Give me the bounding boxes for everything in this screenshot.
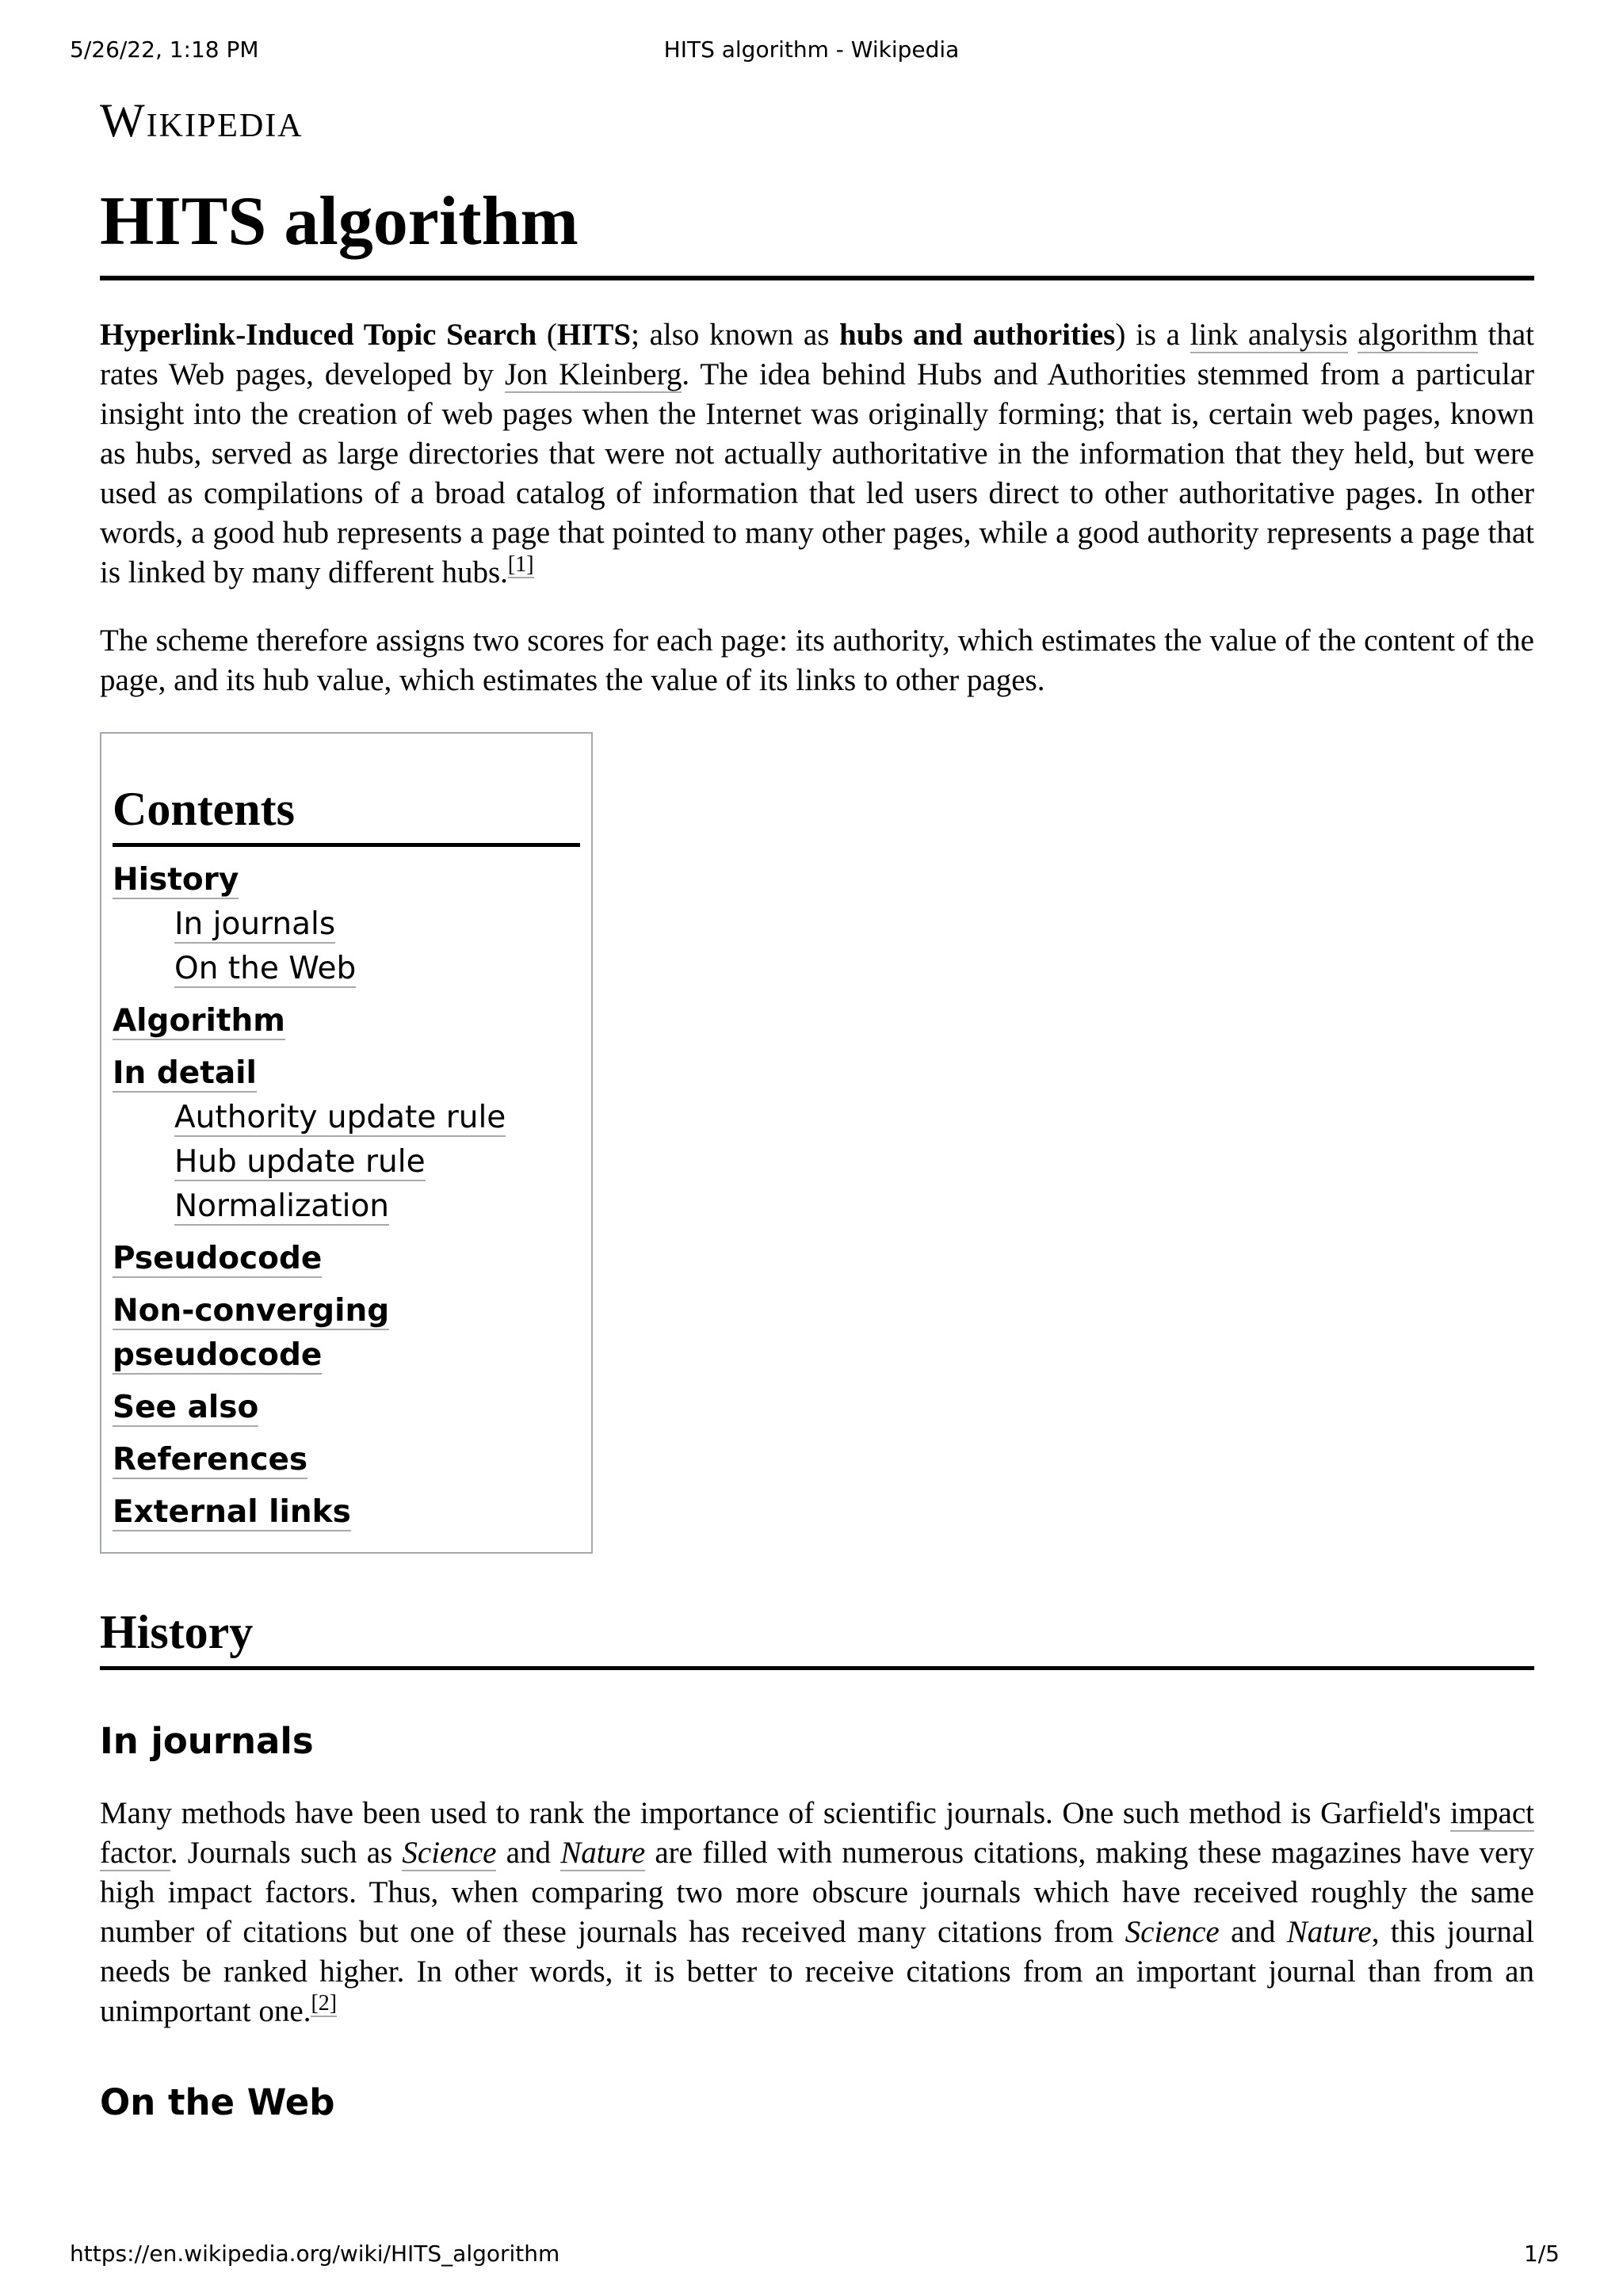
citation-1[interactable] bbox=[508, 552, 534, 578]
print-title: HITS algorithm - Wikipedia bbox=[663, 36, 960, 63]
intro-text: ( bbox=[537, 318, 557, 352]
toc-item-authority-update-rule[interactable]: Authority update rule bbox=[174, 1100, 506, 1135]
intro-paragraph bbox=[100, 315, 1534, 593]
journals-text: are filled with numerous citations, making these magazines have very high impact factors. Thus, when comparing two more obscure journals which have received roughly the same number of citations but one of these journals has received many citations from bbox=[100, 1836, 1534, 1949]
toc-heading: Contents bbox=[113, 781, 580, 847]
journals-text: and bbox=[1219, 1915, 1287, 1949]
toc-item-algorithm[interactable]: Algorithm bbox=[113, 1003, 285, 1039]
article-content bbox=[100, 174, 1534, 2126]
journals-text: , this journal needs be ranked higher. In other words, it is better to receive citations from an important journal than from an unimportant one. bbox=[100, 1915, 1534, 2028]
toc-item-external-links[interactable]: External links bbox=[113, 1494, 351, 1530]
journal-nature: Nature bbox=[1286, 1915, 1372, 1949]
link-jon-kleinberg[interactable]: Jon Kleinberg bbox=[505, 357, 682, 391]
print-header bbox=[0, 36, 1623, 68]
link-impact-factor[interactable]: impact factor bbox=[100, 1796, 1534, 1870]
intro-text bbox=[1348, 318, 1358, 352]
toc-item-pseudocode[interactable]: Pseudocode bbox=[113, 1241, 323, 1276]
link-nature[interactable]: Nature bbox=[560, 1836, 646, 1870]
citation-link[interactable]: [2] bbox=[311, 1991, 338, 2016]
term-hits-full: Hyperlink-Induced Topic Search bbox=[100, 318, 537, 352]
journals-text: Many methods have been used to rank the importance of scientific journals. One such method is Garfield's bbox=[100, 1796, 1450, 1830]
toc-item-non-converging-pseudocode[interactable]: Non-converging pseudocode bbox=[113, 1293, 390, 1373]
intro-text: ; also known as bbox=[631, 318, 840, 352]
scores-paragraph: The scheme therefore assigns two scores for each page: its authority, which estimates the value of the content of the page, and its hub value, which estimates the value of its links to other pages. bbox=[100, 624, 1534, 697]
toc-item-see-also[interactable]: See also bbox=[113, 1390, 259, 1425]
journals-text: and bbox=[496, 1836, 561, 1870]
journal-science: Science bbox=[1125, 1915, 1220, 1949]
page-title: HITS algorithm bbox=[100, 174, 1534, 280]
toc-item-normalization[interactable]: Normalization bbox=[174, 1188, 390, 1224]
print-footer bbox=[0, 2241, 1623, 2272]
toc-item-on-the-web[interactable]: On the Web bbox=[174, 951, 357, 986]
intro-text: ) is a bbox=[1115, 318, 1190, 352]
table-of-contents bbox=[100, 732, 593, 1554]
journals-paragraph bbox=[100, 1794, 1534, 2031]
toc-item-hub-update-rule[interactable]: Hub update rule bbox=[174, 1144, 426, 1180]
section-on-the-web-heading: On the Web bbox=[100, 2081, 335, 2123]
section-history-heading: History bbox=[100, 1601, 1534, 1670]
section-in-journals-heading: In journals bbox=[100, 1720, 314, 1762]
wikipedia-logo[interactable]: Wikipedia bbox=[100, 94, 304, 147]
term-hits: HITS bbox=[556, 318, 632, 352]
toc-item-history[interactable]: History In journals On the Web bbox=[113, 858, 580, 991]
print-url: https://en.wikipedia.org/wiki/HITS_algorithm bbox=[70, 2241, 560, 2267]
print-date: 5/26/22, 1:18 PM bbox=[70, 36, 259, 63]
intro-text: . The idea behind Hubs and Authorities stemmed from a particular insight into the creation of web pages when the Internet was originally forming; that is, certain web pages, known as hubs, served as large directories that were not actually authoritative in the information that they held, but were used as compilations of a broad catalog of information that led users direct to other authoritative pages. In other words, a good hub represents a page that pointed to many other pages, while a good authority represents a page that is linked by many different hubs. bbox=[100, 357, 1534, 589]
journals-text: . Journals such as bbox=[170, 1836, 403, 1870]
page-number: 1/5 bbox=[1523, 2241, 1560, 2267]
toc-item-references[interactable]: References bbox=[113, 1442, 308, 1478]
term-hubs-authorities: hubs and authorities bbox=[839, 318, 1116, 352]
link-science[interactable]: Science bbox=[402, 1836, 497, 1870]
citation-2[interactable] bbox=[311, 1991, 337, 2017]
citation-link[interactable]: [1] bbox=[507, 552, 534, 577]
toc-item-in-detail[interactable]: In detail Authority update rule Hub update rule Normalization bbox=[113, 1051, 580, 1229]
toc-item-in-journals[interactable]: In journals bbox=[174, 906, 336, 942]
link-algorithm[interactable]: algorithm bbox=[1358, 318, 1478, 352]
link-link-analysis[interactable]: link analysis bbox=[1190, 318, 1348, 352]
intro-text: that rates Web pages, developed by bbox=[100, 318, 1535, 391]
